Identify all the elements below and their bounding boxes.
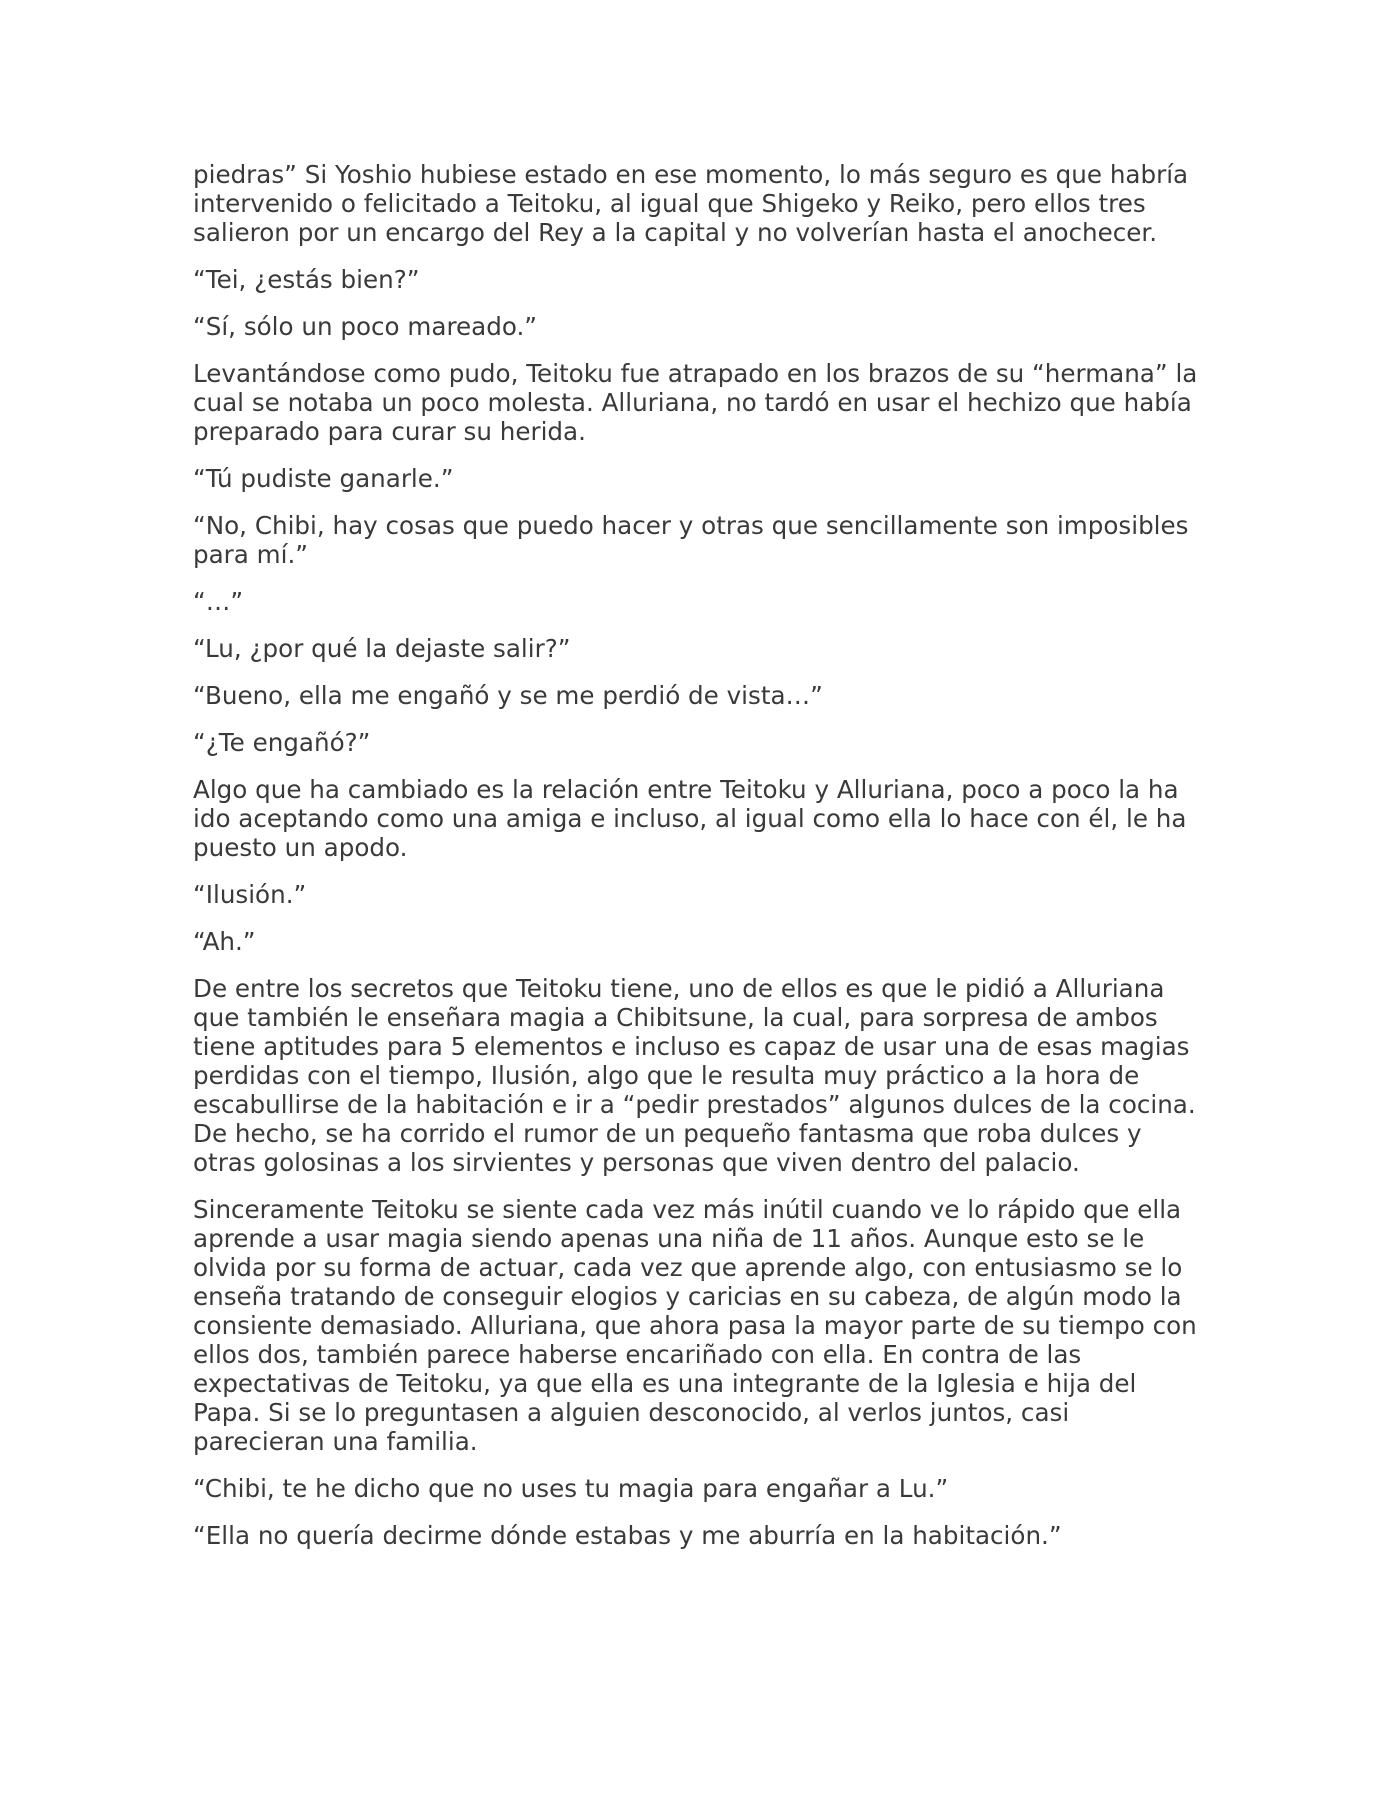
paragraph: Levantándose como pudo, Teitoku fue atrapado en los brazos de su “hermana” la cual se notaba un poco molesta. Alluriana, no tardó en usar el hechizo que había preparado para curar su herida. xyxy=(193,359,1198,446)
paragraph: Sinceramente Teitoku se siente cada vez más inútil cuando ve lo rápido que ella aprende a usar magia siendo apenas una niña de 11 años. Aunque esto se le olvida por su forma de actuar, cada vez que aprende algo, con entusiasmo se lo enseña tratando de conseguir elogios y caricias en su cabeza, de algún modo la consiente demasiado. Alluriana, que ahora pasa la mayor parte de su tiempo con ellos dos, también parece haberse encariñado con ella. En contra de las expectativas de Teitoku, ya que ella es una integrante de la Iglesia e hija del Papa. Si se lo preguntasen a alguien desconocido, al verlos juntos, casi parecieran una familia. xyxy=(193,1195,1197,1456)
paragraph: “No, Chibi, hay cosas que puedo hacer y otras que sencillamente son imposibles para mí.” xyxy=(193,511,1189,569)
document-page xyxy=(193,160,1203,1568)
paragraph: “Tú pudiste ganarle.” xyxy=(193,464,454,493)
paragraph: “Sí, sólo un poco mareado.” xyxy=(193,312,538,341)
paragraph: piedras” Si Yoshio hubiese estado en ese momento, lo más seguro es que habría intervenido o felicitado a Teitoku, al igual que Shigeko y Reiko, pero ellos tres salieron por un encargo del Rey a la capital y no volverían hasta el anochecer. xyxy=(193,160,1189,247)
paragraph: “¿Te engañó?” xyxy=(193,728,371,757)
paragraph: “Ilusión.” xyxy=(193,880,307,909)
paragraph: “…” xyxy=(193,587,244,616)
paragraph: “Lu, ¿por qué la dejaste salir?” xyxy=(193,634,571,663)
paragraph: Algo que ha cambiado es la relación entre Teitoku y Alluriana, poco a poco la ha ido aceptando como una amiga e incluso, al igual como ella lo hace con él, le ha puesto un apodo. xyxy=(193,775,1187,862)
paragraph: “Ella no quería decirme dónde estabas y me aburría en la habitación.” xyxy=(193,1521,1062,1550)
paragraph: “Chibi, te he dicho que no uses tu magia para engañar a Lu.” xyxy=(193,1474,949,1503)
paragraph: “Bueno, ella me engañó y se me perdió de vista…” xyxy=(193,681,823,710)
paragraph: De entre los secretos que Teitoku tiene, uno de ellos es que le pidió a Alluriana que también le enseñara magia a Chibitsune, la cual, para sorpresa de ambos tiene aptitudes para 5 elementos e incluso es capaz de usar una de esas magias perdidas con el tiempo, Ilusión, algo que le resulta muy práctico a la hora de escabullirse de la habitación e ir a “pedir prestados” algunos dulces de la cocina. De hecho, se ha corrido el rumor de un pequeño fantasma que roba dulces y otras golosinas a los sirvientes y personas que viven dentro del palacio. xyxy=(193,974,1196,1177)
paragraph: “Ah.” xyxy=(193,927,256,956)
paragraph: “Tei, ¿estás bien?” xyxy=(193,265,420,294)
